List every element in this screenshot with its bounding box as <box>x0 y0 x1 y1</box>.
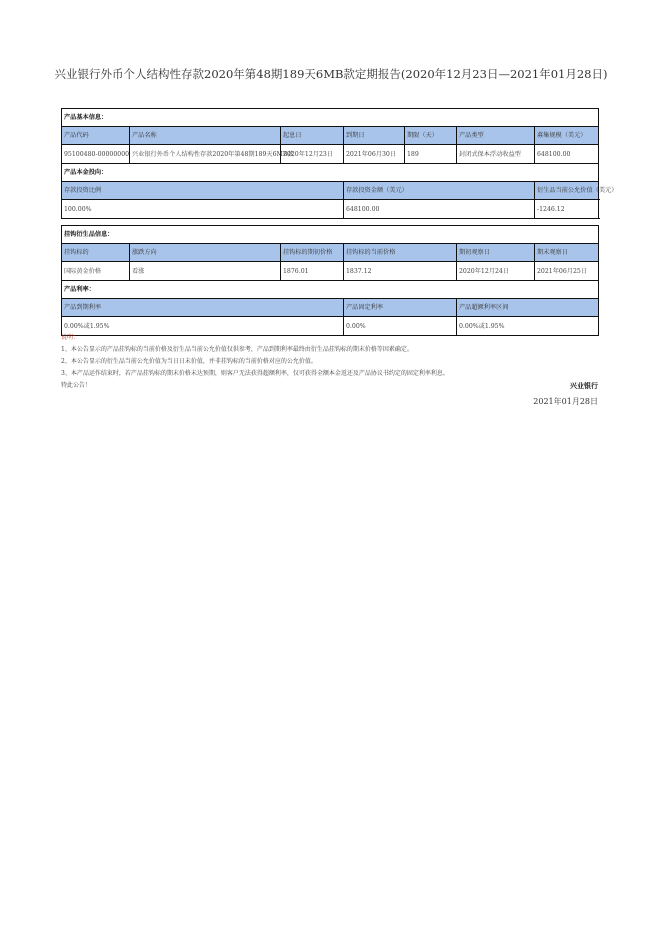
note-line-2: 2、本公告显示的衍生品当前公允价值为当日日末价值，并非挂钩标的当前价格对应的公允价值。 <box>61 358 317 365</box>
principal-section-row <box>62 164 599 182</box>
header-product-code: 产品代码 <box>62 127 130 145</box>
header-maturity-date: 到期日 <box>344 127 405 145</box>
value-underlying: 国际黄金价格 <box>62 262 130 281</box>
value-deposit-amount: 648100.00 <box>344 200 535 219</box>
header-deposit-amount: 存款投资金额（美元） <box>344 182 535 200</box>
note-line-3: 3、本产品运作结束时，若产品挂钩标的期末价格未达预期，则客户无法获得超额利率，仅可获得全额本金返还及产品协议书约定的固定利率利息。 <box>61 370 449 377</box>
rate-header-row <box>62 299 599 317</box>
value-maturity-date: 2021年06月30日 <box>344 145 405 164</box>
value-current-price: 1837.12 <box>344 262 457 281</box>
value-deposit-ratio: 100.00% <box>62 200 344 219</box>
header-value-date: 起息日 <box>281 127 344 145</box>
principal-section-label: 产品本金投向： <box>62 164 599 182</box>
header-excess-rate-range: 产品超额利率区间 <box>457 299 599 317</box>
value-initial-observation-date: 2020年12月24日 <box>457 262 535 281</box>
value-final-observation-date: 2021年06月25日 <box>535 262 599 281</box>
header-current-price: 挂钩标的当前价格 <box>344 244 457 262</box>
value-value-date: 2020年12月23日 <box>281 145 344 164</box>
rate-section-row <box>62 281 599 299</box>
value-initial-price: 1876.01 <box>281 262 344 281</box>
value-product-code: 95100480-00000000 <box>62 145 130 164</box>
value-term-days: 189 <box>405 145 457 164</box>
value-raise-scale: 648100.00 <box>535 145 599 164</box>
header-direction: 涨跌方向 <box>130 244 281 262</box>
header-product-type: 产品类型 <box>457 127 535 145</box>
header-fixed-rate: 产品固定利率 <box>344 299 457 317</box>
derivative-header-row <box>62 244 599 262</box>
value-excess-rate-range: 0.00%或1.95% <box>457 317 599 336</box>
basic-info-header-row <box>62 127 599 145</box>
basic-info-section-row <box>62 109 599 127</box>
principal-value-row <box>62 200 599 219</box>
signature-org: 兴业银行 <box>570 382 598 390</box>
value-fixed-rate: 0.00% <box>344 317 457 336</box>
value-product-name: 兴业银行外币个人结构性存款2020年第48期189天6MB款 <box>130 145 281 164</box>
derivative-value-row <box>62 262 599 281</box>
basic-info-section-label: 产品基本信息： <box>62 109 599 127</box>
value-direction: 看涨 <box>130 262 281 281</box>
report-table <box>61 108 618 219</box>
note-line-1: 1、本公告显示的产品挂钩标的当前价格及衍生品当前公允价值仅供参考，产品到期利率最终由衍生品挂钩标的期末价格等因素确定。 <box>61 346 413 353</box>
report-title: 兴业银行外币个人结构性存款2020年第48期189天6MB款定期报告(2020年12月23日—2021年01月28日) <box>54 67 608 81</box>
value-derivative-fair-value: -1246.12 <box>535 200 599 219</box>
header-initial-price: 挂钩标的期初价格 <box>281 244 344 262</box>
header-initial-observation-date: 期初观察日 <box>457 244 535 262</box>
header-derivative-fair-value: 衍生品当前公允价值（美元） <box>535 182 599 200</box>
value-product-type: 封闭式保本浮动收益型 <box>457 145 535 164</box>
notes-section <box>61 332 598 392</box>
rate-section-label: 产品利率： <box>62 281 599 299</box>
header-maturity-rate: 产品到期利率 <box>62 299 344 317</box>
header-term-days: 期限（天） <box>405 127 457 145</box>
header-deposit-ratio: 存款投资比例 <box>62 182 344 200</box>
basic-info-value-row <box>62 145 599 164</box>
value-maturity-rate: 0.00%或1.95% <box>62 317 344 336</box>
header-final-observation-date: 期末观察日 <box>535 244 599 262</box>
header-underlying: 挂钩标的 <box>62 244 130 262</box>
derivative-section-label: 挂钩衍生品信息： <box>62 226 599 244</box>
derivative-section-row <box>62 226 599 244</box>
notes-closing: 特此公告！ <box>61 382 92 389</box>
principal-header-row <box>62 182 599 200</box>
header-raise-scale: 募集规模（美元） <box>535 127 599 145</box>
report-table-lower <box>61 225 599 336</box>
signature-date: 2021年01月28日 <box>533 397 598 406</box>
header-product-name: 产品名称 <box>130 127 281 145</box>
notes-title: 说明： <box>61 334 80 341</box>
